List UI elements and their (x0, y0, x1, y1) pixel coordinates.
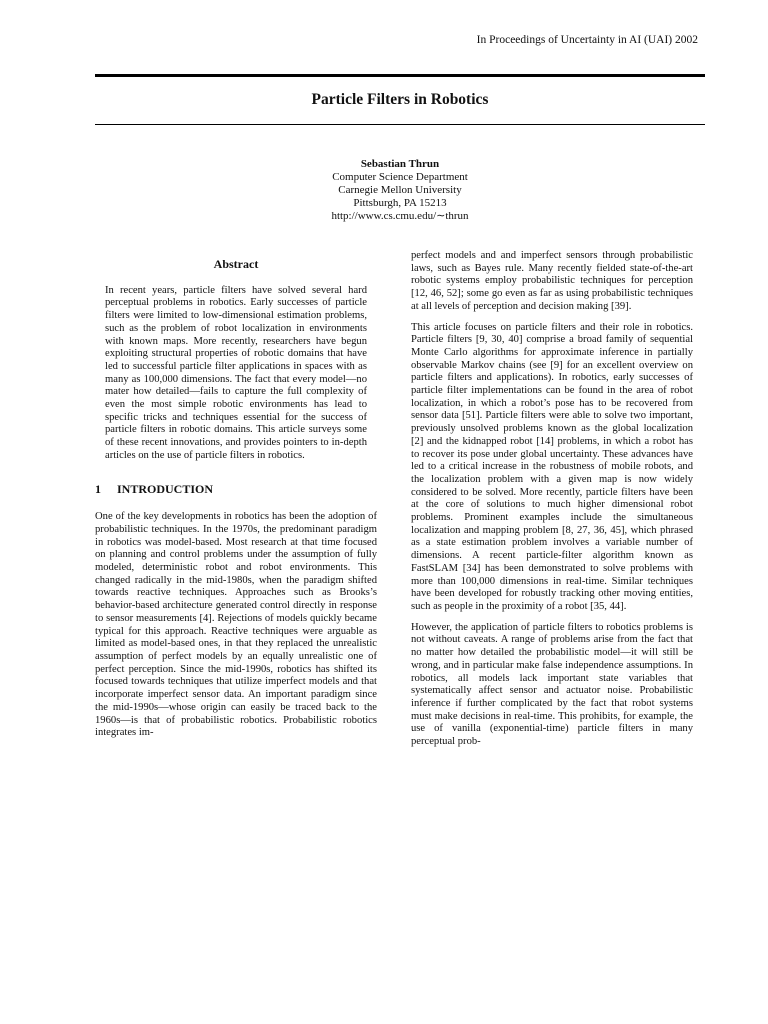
author-block (95, 158, 705, 223)
intro-paragraph-3: This article focuses on particle filters and their role in robotics. Particle filters [9, 30, 40] comprise a broad family of sequential Monte Carlo algorithms for approximate inference in partially observable Markov chains (see [9] for an excellent overview on particle filters and applications). In robotics, early successes of particle filter implementations can be found in the area of robot localization, in which a robot’s pose has to be recovered from sensor data [51]. Particle filters were able to solve two important, previously unsolved problems known as the global localization [2] and the kidnapped robot [14] problems, in which a robot has to recover its pose under global uncertainty. These advances have led to a critical increase in the robustness of mobile robots, and the localization problem with a given map is now widely considered to be solved. More recently, particle filters have been at the core of solutions to much higher dimensional robot problems. Prominent examples include the simultaneous localization and mapping problem [8, 27, 36, 45], which phrased as a state estimation problem involves a variable number of dimensions. A recent particle-filter algorithm known as FastSLAM [34] has been demonstrated to solve problems with more than 100,000 dimensions in real-time. Similar techniques have been developed for robustly tracking other moving entities, such as people in the proximity of a robot [35, 44]. (411, 321, 693, 612)
section-heading (95, 483, 377, 496)
publication-note: In Proceedings of Uncertainty in AI (UAI) 2002 (476, 34, 698, 46)
abstract-heading: Abstract (213, 257, 259, 271)
author-department: Computer Science Department (332, 171, 468, 183)
intro-paragraph-1: One of the key developments in robotics has been the adoption of probabilistic techniques. In the 1970s, the predominant paradigm in robotics was model-based. Most research at that time focused on planning and control problems under the assumption of fully modeled, deterministic robot and robot environments. This changed radically in the mid-1980s, when the paradigm shifted towards reactive techniques. Approaches such as Brooks’s behavior-based architecture generated control directly in response to sensor measurements [4]. Rejections of models quickly became typical for this approach. Reactive techniques were arguable as limited as model-based ones, in that they replaced the unrealistic assumption of perfect models by an equally unrealistic one of perfect perception. Since the mid-1990s, robotics has shifted its focused towards techniques that utilize imperfect models and that incorporate imperfect sensor data. An important paradigm since the mid-1990s—whose origin can easily be traced back to the 1960s—is that of probabilistic robotics. Probabilistic robotics integrates im- (95, 511, 377, 739)
section-number: 1 (95, 481, 101, 496)
intro-paragraph-4: However, the application of particle filters to robotics problems is not without caveats. A range of problems arise from the fact that no matter how detailed the probabilistic model—it will still be wrong, and in particular make false independence assumptions. In robotics, all models lack important state variables that systematically affect sensor and actuator noise. Probabilistic inference if further complicated by the fact that robot systems must make decisions in real-time. This prohibits, for example, the use of vanilla (exponential-time) particle filters in many perceptual prob- (411, 621, 693, 748)
author-url[interactable]: http://www.cs.cmu.edu/∼thrun (331, 210, 469, 222)
author-university: Carnegie Mellon University (338, 184, 462, 196)
intro-paragraph-2: perfect models and and imperfect sensors through probabilistic laws, such as Bayes rule. Many recently fielded state-of-the-art robotic systems employ probabilistic techniques for perception [12, 46, 52]; some go even as far as using probabilistic techniques at all levels of perception and decision making [39]. (411, 250, 693, 312)
paper-title: Particle Filters in Robotics (311, 91, 489, 108)
author-name: Sebastian Thrun (360, 158, 440, 170)
title-rule-bottom (95, 124, 705, 125)
section-title: INTRODUCTION (117, 481, 214, 496)
left-column (95, 250, 377, 748)
right-column (411, 250, 693, 757)
abstract-body: In recent years, particle filters have solved several hard perceptual problems in robotics. Early successes of particle filters were limited to low-dimensional estimation problems, such as the problem of robot localization in environments with known maps. More recently, researchers have begun exploiting structural properties of robotic domains that have led to successful particle filter applications in spaces with as many as 100,000 dimensions. The fact that every model—no mater how detailed—fails to capture the full complexity of even the most simple robotic environments has lead to specific tricks and techniques essential for the success of particle filters in robotic domains. This article surveys some of these recent innovations, and provides pointers to in-depth articles on the use of particle filters in robotics. (105, 284, 367, 461)
title-rule-top (95, 74, 705, 77)
author-address: Pittsburgh, PA 15213 (353, 197, 447, 209)
